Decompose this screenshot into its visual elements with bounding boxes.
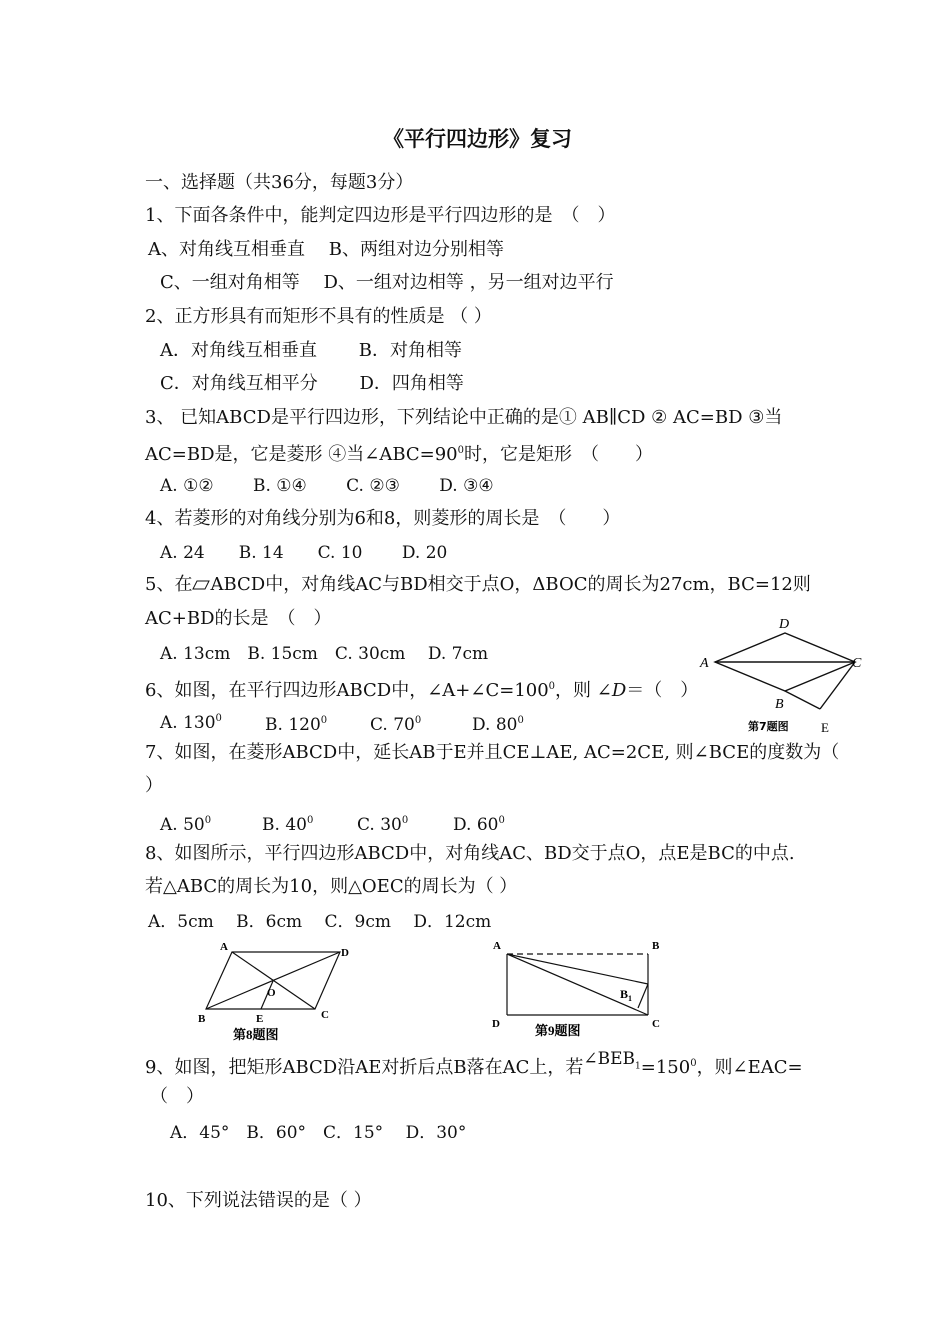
page-title: 《平行四边形》复习 (383, 127, 572, 151)
q6-option-a-letter: A. (160, 713, 178, 733)
q9-degree-sup: 0 (690, 1058, 697, 1069)
q6-stem (145, 676, 698, 702)
q9-line1 (145, 1049, 803, 1086)
fig7-ab-extension (785, 691, 820, 709)
q4-stem: 4、若菱形的对角线分别为6和8，则菱形的周长是 （ ） (145, 508, 621, 529)
q2-stem: 2、正方形具有而矩形不具有的性质是 （ ） (145, 306, 492, 327)
q4-options: A. 24 B. 14 C. 10 D. 20 (160, 543, 448, 563)
q5-line1-post: ABCD中，对角线AC与BD相交于点O，ΔBOC的周长为27cm，BC=12则 (210, 574, 811, 595)
q9-line1-post: =150 (640, 1057, 691, 1078)
q7-option-a-letter: A. (160, 815, 178, 835)
fig7-caption: 第7题图 (748, 720, 789, 733)
q2-options-ab: A．对角线互相垂直 B．对角相等 (160, 340, 462, 361)
fig9-label-d: D (492, 1018, 500, 1030)
q6-option-b-value: 120 (288, 715, 321, 735)
q7-option-b-value: 40 (285, 815, 307, 835)
q7-option-b (262, 810, 313, 836)
q6-option-c (370, 710, 421, 736)
q3-options: A. ①② B. ①④ C. ②③ D. ③④ (160, 476, 494, 496)
q8-line1: 8、如图所示，平行四边形ABCD中，对角线AC、BD交于点O，点E是BC的中点. (145, 843, 795, 864)
q5-line2: AC+BD的长是 （ ） (145, 608, 332, 629)
q7-option-d (453, 810, 505, 836)
figure-7-rhombus (690, 612, 870, 737)
q6-degree-sup: 0 (548, 681, 556, 692)
q6-option-c-letter: C. (370, 715, 388, 735)
parallelogram-symbol-icon (192, 579, 210, 591)
q9-angle-text: ∠BEB (583, 1049, 635, 1069)
figure-9-rectangle (480, 932, 680, 1042)
q9-angle-beb1 (583, 1049, 641, 1072)
figure-8-parallelogram (190, 938, 370, 1048)
fig7-label-e: E (821, 720, 829, 735)
q6-option-b-letter: B. (265, 715, 283, 735)
fig8-label-a: A (220, 941, 228, 953)
q7-option-c (357, 810, 408, 836)
q5-options: A. 13cm B. 15cm C. 30cm D. 7cm (160, 644, 489, 664)
q5-line1 (145, 574, 811, 596)
fig9-label-b: B (652, 940, 660, 952)
fig7-label-b: B (775, 697, 784, 712)
fig7-label-c: C (852, 656, 862, 671)
q7-option-b-letter: B. (262, 815, 280, 835)
fig9-diagonal-ac (507, 954, 648, 1015)
q6-stem-mid: ，则 (555, 680, 597, 701)
fig8-label-o: O (267, 987, 276, 999)
q1-options-ab: A、对角线互相垂直 B、两组对边分别相等 (148, 239, 504, 260)
q7-option-b-sup: 0 (306, 815, 314, 826)
q1-options-cd: C、一组对角相等 D、一组对边相等 ，另一组对边平行 (160, 272, 614, 293)
fig9-caption: 第9题图 (535, 1023, 581, 1038)
fig8-diagonal-bd (206, 952, 340, 1009)
q6-option-b-sup: 0 (320, 715, 328, 726)
q7-option-a-sup: 0 (204, 815, 212, 826)
q6-option-d (472, 710, 524, 736)
q6-option-a-sup: 0 (215, 713, 222, 724)
q6-stem-post: ＝（ ） (626, 680, 699, 701)
fig9-label-b1 (620, 987, 632, 1003)
q6-option-d-sup: 0 (517, 715, 524, 726)
q6-option-b (265, 710, 327, 736)
q7-line1: 7、如图，在菱形ABCD中，延长AB于E并且CE⊥AE, AC=2CE, 则∠BCE的度数为（ (145, 742, 840, 763)
q7-option-d-sup: 0 (498, 815, 505, 826)
q7-line2: ） (145, 775, 163, 796)
q7-option-d-value: 60 (476, 815, 499, 835)
fig7-label-d: D (779, 617, 790, 632)
fig9-label-a: A (493, 940, 501, 952)
q7-option-d-letter: D. (453, 815, 472, 835)
q3-line2 (145, 440, 653, 466)
q7-option-a (160, 810, 211, 836)
q3-line2-pre: AC=BD是，它是菱形 ④当∠ABC=90 (145, 444, 458, 465)
fig9-label-b1-sub: 1 (628, 994, 633, 1003)
fig8-label-c: C (321, 1009, 329, 1021)
fig9-fold-ae (507, 954, 648, 984)
q10-stem: 10、下列说法错误的是（ ） (145, 1190, 372, 1211)
q6-angle-d: ∠D (596, 680, 627, 701)
q7-option-a-value: 50 (183, 815, 205, 835)
q9-options: A．45° B．60° C．15° D．30° (170, 1123, 467, 1143)
fig8-label-b: B (198, 1013, 206, 1025)
fig8-caption: 第8题图 (233, 1027, 279, 1042)
q9-angle-sub: 1 (635, 1061, 641, 1072)
q5-line1-pre: 5、在 (145, 574, 193, 595)
fig9-segment-b1e (638, 984, 648, 1008)
q6-option-d-value: 80 (495, 715, 518, 735)
q8-options: A．5cm B．6cm C．9cm D．12cm (148, 912, 492, 932)
q1-stem: 1、下面各条件中，能判定四边形是平行四边形的是 （ ） (145, 205, 616, 226)
q6-option-c-value: 70 (393, 715, 415, 735)
q3-line1: 3、 已知ABCD是平行四边形，下列结论中正确的是① AB∥CD ② AC=BD ③当 (145, 407, 783, 428)
q7-option-c-value: 30 (380, 815, 402, 835)
section-heading: 一、选择题（共36分，每题3分） (145, 172, 414, 193)
q6-option-a (160, 708, 222, 734)
q9-line1-end: ，则∠EAC= (696, 1057, 803, 1078)
q6-stem-pre: 6、如图，在平行四边形ABCD中，∠A+∠C=100 (145, 680, 549, 701)
q3-line2-post: 时，它是矩形 （ ） (464, 444, 654, 465)
fig9-label-c: C (652, 1018, 660, 1030)
fig8-label-e: E (256, 1013, 264, 1025)
q8-line2: 若△ABC的周长为10，则△OEC的周长为（ ） (145, 876, 518, 897)
q6-option-c-sup: 0 (414, 715, 422, 726)
q9-line1-pre: 9、如图，把矩形ABCD沿AE对折后点B落在AC上，若 (145, 1057, 584, 1078)
q6-option-d-letter: D. (472, 715, 491, 735)
q6-option-a-value: 130 (183, 713, 216, 733)
q3-degree-sup: 0 (457, 445, 465, 456)
fig8-label-d: D (341, 947, 349, 959)
q9-line2: （ ） (150, 1086, 204, 1107)
fig9-label-b1-letter: B (620, 987, 629, 1001)
q7-option-c-letter: C. (357, 815, 375, 835)
fig7-label-a: A (700, 656, 709, 671)
q7-option-c-sup: 0 (401, 815, 409, 826)
q2-options-cd: C．对角线互相平分 D．四角相等 (160, 373, 464, 394)
